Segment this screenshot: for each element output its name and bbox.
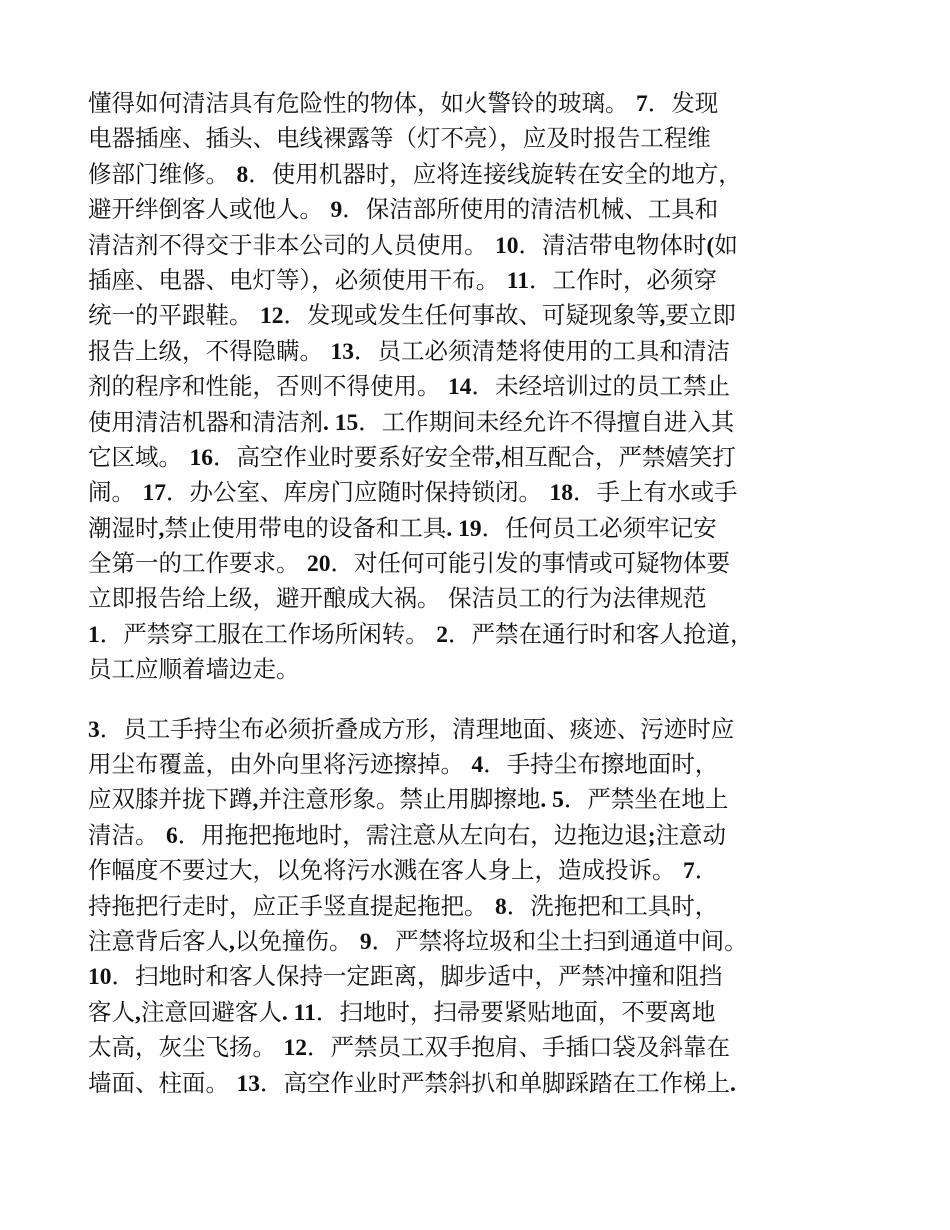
bold-text-segment: ( — [706, 232, 715, 259]
text-segment: ．保洁部所使用的清洁机械、工具和 — [342, 195, 719, 224]
text-segment: 应双膝并拢下蹲 — [88, 785, 253, 814]
text-segment: 并注意形象。禁止用脚擦地 — [258, 785, 541, 814]
text-segment: 统一的平跟鞋。 — [88, 301, 260, 330]
text-line — [88, 157, 868, 192]
text-line — [88, 924, 868, 959]
bold-text-segment: ; — [647, 822, 656, 849]
bold-text-segment: . 19 — [446, 515, 482, 542]
text-line — [88, 121, 868, 156]
bold-text-segment: 6 — [165, 822, 178, 849]
bold-text-segment: , — [252, 787, 259, 814]
text-segment: 注意动 — [655, 820, 727, 849]
text-line — [88, 581, 868, 616]
text-segment: ．任何员工必须牢记安 — [481, 513, 717, 542]
bold-text-segment: 3 — [88, 716, 100, 743]
text-line — [88, 652, 868, 687]
text-line — [88, 818, 868, 853]
text-segment: 注意背后客人 — [88, 926, 229, 955]
text-line — [88, 440, 868, 475]
text-segment: 墙面、柱面。 — [88, 1068, 237, 1097]
bold-text-segment: 2 — [436, 621, 448, 648]
text-line — [88, 889, 868, 924]
text-segment: 清洁。 — [88, 820, 166, 849]
text-segment: 修部门维修。 — [88, 159, 237, 188]
bold-text-segment: , — [229, 928, 235, 955]
bold-text-segment: 7 — [635, 91, 648, 117]
text-segment: 它区域。 — [88, 442, 190, 471]
text-segment: ． — [694, 856, 719, 885]
text-segment: 插座、电器、电灯等），必须使用干布。 — [88, 265, 507, 294]
text-line — [88, 475, 868, 510]
bold-text-segment: , — [494, 444, 501, 471]
bold-text-segment: 9 — [359, 928, 372, 955]
bold-text-segment: 16 — [189, 444, 213, 471]
document-page — [88, 86, 868, 1101]
bold-text-segment: . 11 — [281, 999, 316, 1026]
text-segment: ．洗拖把和工具时， — [506, 891, 719, 920]
text-segment: 报告上级，不得隐瞒。 — [88, 336, 331, 365]
text-segment: 闹。 — [88, 478, 143, 507]
text-line — [88, 228, 868, 263]
text-line — [88, 617, 868, 652]
text-segment: 禁止使用带电的设备和工具 — [164, 513, 447, 542]
text-segment: 持拖把行走时，应正手竖直提起拖把。 — [88, 891, 495, 920]
text-segment: 避开绊倒客人或他人。 — [88, 195, 331, 224]
text-line — [88, 959, 868, 994]
text-segment: ．扫地时和客人保持一定距离，脚步适中，严禁冲撞和阻挡 — [111, 962, 723, 991]
text-segment: 注意回避客人 — [140, 997, 282, 1026]
text-segment: ．未经培训过的员工禁止 — [471, 372, 730, 401]
text-segment: 全第一的工作要求。 — [88, 549, 307, 578]
text-segment: ．使用机器时，应将连接线旋转在安全的地方， — [248, 159, 742, 188]
text-segment: ．高空作业时严禁斜扒和单脚踩踏在工作梯上 — [259, 1068, 730, 1097]
bold-text-segment: 9 — [330, 197, 343, 224]
text-segment: 以免撞伤。 — [234, 926, 360, 955]
bold-text-segment: 18 — [549, 480, 573, 507]
bold-text-segment: 1 — [88, 621, 100, 648]
bold-text-segment: . 5 — [540, 787, 564, 814]
text-segment: ．办公室、库房门应随时保持锁闭。 — [165, 478, 550, 507]
text-segment: ．员工手持尘布必须折叠成方形，清理地面、痰迹、污迹时应 — [99, 714, 735, 743]
text-segment: 用尘布覆盖，由外向里将污迹擦掉。 — [88, 750, 472, 779]
text-segment: ．严禁坐在地上 — [563, 785, 729, 814]
text-segment: ．员工必须清楚将使用的工具和清洁 — [353, 336, 730, 365]
text-segment: 作幅度不要过大，以免将污水溅在客人身上，造成投诉。 — [88, 856, 683, 885]
bold-text-segment: 7 — [682, 858, 695, 885]
text-segment: 要立即 — [665, 301, 736, 330]
text-line — [88, 405, 868, 440]
text-segment: 立即报告给上级，避开酿成大祸。 保洁员工的行为法律规范 — [88, 584, 707, 613]
bold-text-segment: 17 — [142, 480, 166, 507]
text-line — [88, 1066, 868, 1101]
text-segment: ．发现或发生任何事故、可疑现象等 — [283, 301, 660, 330]
text-line — [88, 546, 868, 581]
text-segment: ．工作时，必须穿 — [528, 265, 717, 294]
text-segment: ．严禁将垃圾和尘土扫到通道中间。 — [371, 926, 748, 955]
text-segment: 员工应顺着墙边走。 — [88, 655, 300, 684]
bold-text-segment: 13 — [236, 1070, 260, 1097]
text-segment: ．严禁在通行时和客人抢道， — [447, 619, 754, 648]
text-segment: ．严禁穿工服在工作场所闲转。 — [99, 619, 437, 648]
bold-text-segment: 20 — [306, 551, 331, 578]
bold-text-segment: . — [729, 1070, 736, 1097]
text-line — [88, 263, 868, 298]
paragraph — [88, 712, 868, 1101]
bold-text-segment: , — [158, 515, 165, 542]
text-segment: ．严禁员工双手抱肩、手插口袋及斜靠在 — [306, 1033, 730, 1062]
text-segment: 潮湿时 — [88, 513, 159, 542]
text-segment: ．对任何可能引发的事情或可疑物体要 — [330, 549, 730, 578]
text-segment: ．手上有水或手 — [572, 478, 738, 507]
text-segment: 如 — [714, 230, 738, 259]
bold-text-segment: 10 — [88, 964, 112, 991]
bold-text-segment: 8 — [494, 893, 507, 920]
text-line — [88, 853, 868, 888]
bold-text-segment: 4 — [471, 752, 484, 779]
text-line — [88, 747, 868, 782]
bold-text-segment: 10 — [494, 232, 519, 259]
text-line — [88, 298, 868, 333]
text-segment: 使用清洁机器和清洁剂 — [88, 407, 323, 436]
text-segment: 客人 — [88, 997, 135, 1026]
paragraph — [88, 86, 868, 688]
text-segment: 太高，灰尘飞扬。 — [88, 1033, 284, 1062]
text-segment: ．工作期间未经允许不得擅自进入其 — [358, 407, 735, 436]
bold-text-segment: , — [135, 999, 141, 1026]
bold-text-segment: 12 — [259, 303, 284, 330]
text-segment: ．高空作业时要系好安全带 — [212, 442, 495, 471]
bold-text-segment: 12 — [283, 1035, 307, 1062]
text-line — [88, 511, 868, 546]
text-line — [88, 369, 868, 404]
text-line — [88, 995, 868, 1030]
bold-text-segment: . 15 — [323, 409, 359, 436]
text-segment: ．手持尘布擦地面时， — [483, 750, 719, 779]
text-segment: 懂得如何清洁具有危险性的物体，如火警铃的玻璃。 — [88, 89, 636, 117]
text-line — [88, 192, 868, 227]
text-segment: ．用拖把拖地时，需注意从左向右，边拖边退 — [177, 820, 648, 849]
text-segment: 剂的程序和性能，否则不得使用。 — [88, 372, 448, 401]
bold-text-segment: 8 — [236, 161, 249, 188]
bold-text-segment: 11 — [506, 267, 529, 294]
bold-text-segment: , — [659, 303, 666, 330]
text-line — [88, 712, 868, 747]
text-line — [88, 1030, 868, 1065]
text-line — [88, 782, 868, 817]
text-line — [88, 334, 868, 369]
text-segment: 清洁剂不得交于非本公司的人员使用。 — [88, 230, 495, 259]
text-line — [88, 86, 868, 121]
text-segment: ．清洁带电物体时 — [518, 230, 707, 259]
text-segment: ．扫地时，扫帚要紧贴地面，不要离地 — [315, 997, 716, 1026]
text-segment: ．发现 — [647, 89, 719, 117]
text-segment: 相互配合，严禁嬉笑打 — [500, 442, 736, 471]
text-segment: 电器插座、插头、电线裸露等（灯不亮），应及时报告工程维 — [88, 124, 711, 153]
bold-text-segment: 13 — [330, 338, 354, 365]
bold-text-segment: 14 — [447, 374, 472, 401]
